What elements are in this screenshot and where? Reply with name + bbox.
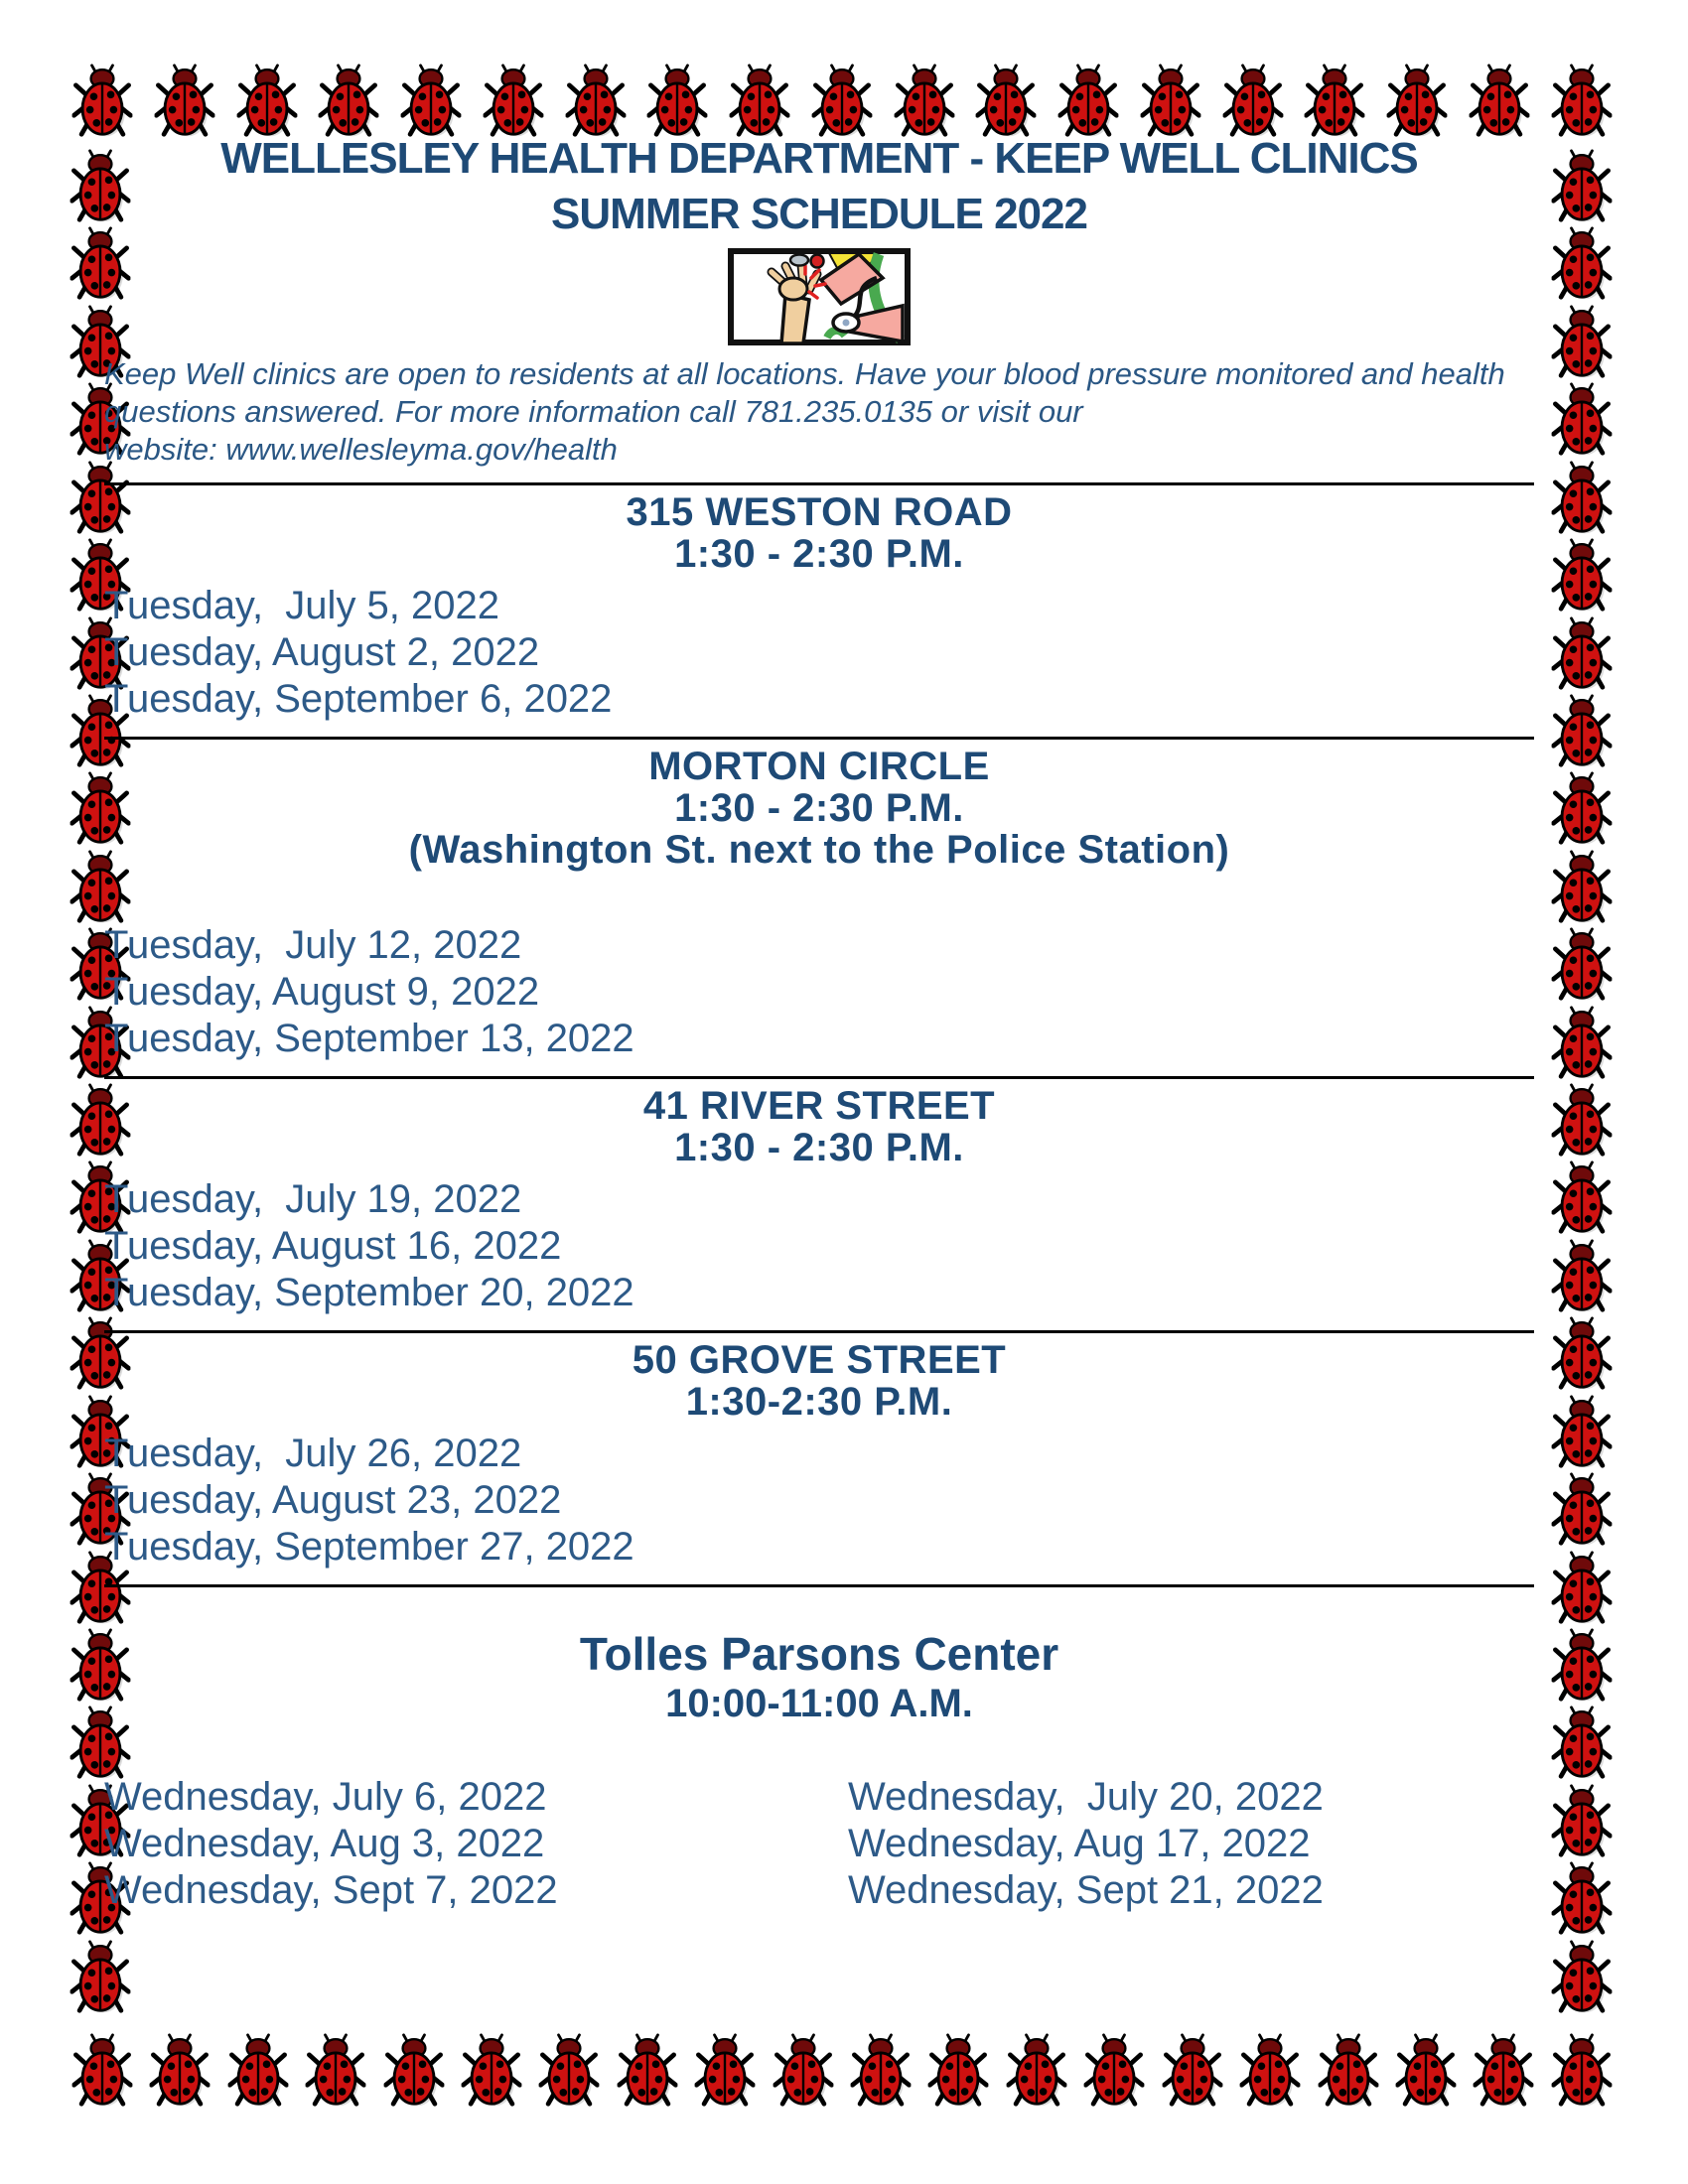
section-title-morton: MORTON CIRCLE — [648, 745, 990, 788]
ladybug-icon — [70, 1940, 131, 2015]
ladybug-icon — [1551, 1861, 1613, 1937]
section-dates-river — [104, 1176, 1534, 1316]
ladybug-icon — [1551, 771, 1613, 847]
ladybug-icon — [1551, 461, 1613, 536]
ladybug-icon — [1551, 850, 1613, 925]
tolles-dates-left-column — [104, 1774, 848, 1914]
ladybug-icon — [1551, 64, 1613, 139]
section-divider — [104, 1584, 1534, 1587]
section-title-river: 41 RIVER STREET — [642, 1084, 996, 1128]
ladybug-icon — [461, 2033, 522, 2109]
intro-text — [104, 355, 1534, 469]
section-divider — [104, 737, 1534, 740]
section-time-grove: 1:30-2:30 P.M. — [685, 1380, 953, 1424]
ladybug-icon — [1473, 2033, 1534, 2109]
ladybug-icon — [1395, 2033, 1457, 2109]
ladybug-icon — [1551, 927, 1613, 1003]
section-divider — [104, 1330, 1534, 1333]
section-title-grove: 50 GROVE STREET — [632, 1338, 1007, 1382]
ladybug-icon — [1551, 1395, 1613, 1470]
section-divider — [104, 482, 1534, 485]
section-dates-morton — [104, 922, 1534, 1062]
ladybug-icon — [1239, 2033, 1301, 2109]
ladybug-icon — [773, 2033, 834, 2109]
ladybug-icon — [1551, 694, 1613, 769]
ladybug-icon — [1551, 226, 1613, 302]
ladybug-icon — [1551, 616, 1613, 692]
section-title-tolles: Tolles Parsons Center — [579, 1628, 1059, 1680]
section-dates-weston — [104, 583, 1534, 723]
ladybug-icon — [694, 2033, 756, 2109]
ladybug-icon — [227, 2033, 289, 2109]
clinic-date: Tuesday, August 16, 2022 — [104, 1224, 562, 1268]
clinic-date: Tuesday, August 9, 2022 — [104, 970, 540, 1014]
clinic-date: Wednesday, July 6, 2022 — [104, 1775, 547, 1819]
ladybug-icon — [538, 2033, 600, 2109]
ladybug-icon — [1551, 1239, 1613, 1314]
clinic-date: Wednesday, Sept 7, 2022 — [104, 1868, 558, 1912]
ladybug-icon — [1551, 305, 1613, 380]
ladybug-icon — [1551, 1706, 1613, 1781]
clinic-date: Tuesday, September 20, 2022 — [104, 1271, 634, 1314]
clinic-date: Tuesday, September 13, 2022 — [104, 1017, 634, 1060]
ladybug-icon — [71, 2033, 133, 2109]
ladybug-icon — [1551, 1006, 1613, 1081]
clinic-date: Tuesday, September 6, 2022 — [104, 677, 613, 721]
clinic-date: Tuesday, July 5, 2022 — [104, 584, 500, 627]
clinic-date: Tuesday, July 19, 2022 — [104, 1177, 522, 1221]
ladybug-icon — [305, 2033, 366, 2109]
section-title-weston: 315 WESTON ROAD — [626, 490, 1013, 534]
ladybug-icon — [1006, 2033, 1067, 2109]
page-title-line2: SUMMER SCHEDULE 2022 — [551, 190, 1087, 238]
section-time-tolles: 10:00-11:00 A.M. — [665, 1682, 973, 1725]
ladybug-icon — [1551, 149, 1613, 224]
clinic-date: Wednesday, Aug 17, 2022 — [848, 1822, 1311, 1865]
page-title-line1: WELLESLEY HEALTH DEPARTMENT - KEEP WELL CLINICS — [220, 134, 1418, 183]
section-dates-grove — [104, 1431, 1534, 1570]
ladybug-icon — [1551, 1784, 1613, 1859]
ladybug-icon — [1551, 1628, 1613, 1704]
ladybug-icon — [1318, 2033, 1379, 2109]
ladybug-icon — [1162, 2033, 1223, 2109]
ladybug-icon — [1551, 1316, 1613, 1392]
clinic-date: Wednesday, Aug 3, 2022 — [104, 1822, 545, 1865]
ladybug-icon — [1551, 382, 1613, 458]
ladybug-icon — [1551, 1472, 1613, 1548]
clinic-date: Tuesday, July 12, 2022 — [104, 923, 522, 967]
ladybug-border-bottom — [71, 2033, 1613, 2109]
clinic-date: Tuesday, July 26, 2022 — [104, 1432, 522, 1475]
section-note-morton: (Washington St. next to the Police Station) — [408, 828, 1230, 872]
clinic-date: Tuesday, August 23, 2022 — [104, 1478, 562, 1522]
ladybug-icon — [1083, 2033, 1145, 2109]
section-time-morton: 1:30 - 2:30 P.M. — [674, 786, 964, 830]
ladybug-icon — [617, 2033, 678, 2109]
clinic-date: Wednesday, Sept 21, 2022 — [848, 1868, 1324, 1912]
ladybug-icon — [1551, 1083, 1613, 1159]
clinic-date: Wednesday, July 20, 2022 — [848, 1775, 1324, 1819]
section-time-weston: 1:30 - 2:30 P.M. — [674, 532, 964, 576]
ladybug-icon — [927, 2033, 989, 2109]
ladybug-icon — [850, 2033, 912, 2109]
ladybug-icon — [383, 2033, 445, 2109]
clinic-date: Tuesday, August 2, 2022 — [104, 630, 540, 674]
ladybug-icon — [1551, 1940, 1613, 2015]
ladybug-icon — [1551, 1551, 1613, 1626]
section-time-river: 1:30 - 2:30 P.M. — [674, 1126, 964, 1169]
ladybug-icon — [1551, 1160, 1613, 1236]
ladybug-border-right — [1551, 149, 1613, 2015]
flyer-content — [104, 87, 1534, 1914]
tolles-dates-right-column — [848, 1774, 1534, 1914]
section-dates-tolles — [104, 1774, 1534, 1914]
ladybug-icon — [149, 2033, 211, 2109]
clinic-date: Tuesday, September 27, 2022 — [104, 1525, 634, 1569]
intro-website: website: www.wellesleyma.gov/health — [104, 432, 618, 467]
section-divider — [104, 1076, 1534, 1079]
blood-pressure-clipart — [728, 248, 911, 345]
ladybug-icon — [1551, 538, 1613, 614]
ladybug-icon — [1551, 2033, 1613, 2109]
intro-text-main: Keep Well clinics are open to residents at all locations. Have your blood pressure monitored and health questions answered. For more information call 781.235.0135 or visit our — [104, 356, 1505, 429]
